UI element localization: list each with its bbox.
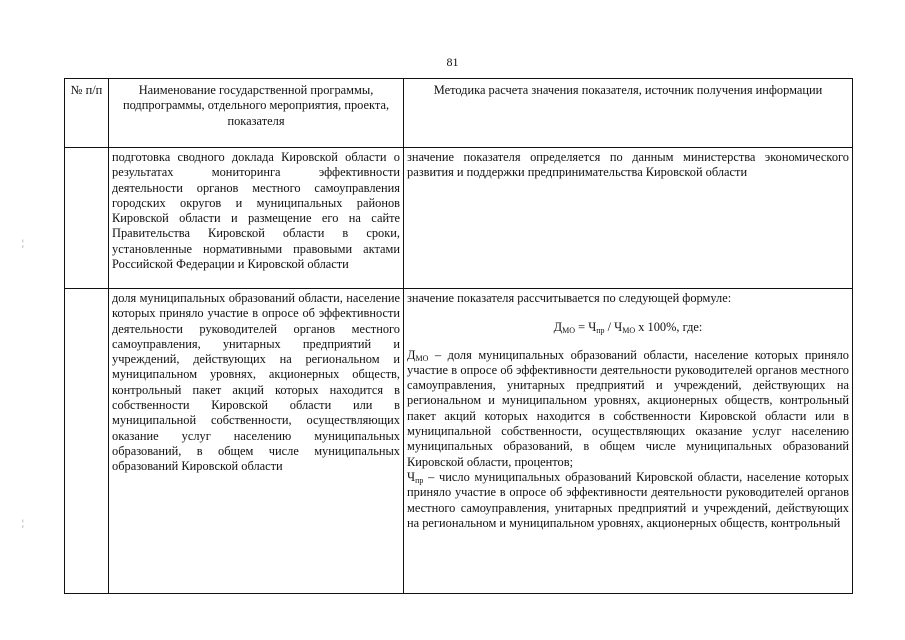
method-intro: значение показателя рассчитывается по следующей формуле: [407, 291, 732, 305]
indicator-name-cell: подготовка сводного доклада Кировской области о результатах мониторинга эффективности деятельности органов местного самоуправления городских округов и муниципальных районов Кировской области и размещение его на сайте Правительства Кировской области в сроки, установленные нормативными правовыми актами Российской Федерации и Кировской области [109, 148, 404, 289]
header-name: Наименование государственной программы, подпрограммы, отдельного мероприятия, проекта, показателя [109, 79, 404, 148]
definition-chpr: $Ч_{пр}$ – число муниципальных образований Кировской области, население которых приняло участие в опросе об эффективности деятельности руководителей органов местного самоуправления, унитарных предприятий и учреждений, действующих на региональном и муниципальном уровнях, акционерных обществ, контрольный [407, 469, 849, 530]
margin-mark: ¦ [22, 238, 24, 248]
table-row [65, 289, 853, 594]
formula: $Д_{МО} = Ч_{пр} / Ч_{МО}$ x 100%, где: [553, 320, 703, 336]
margin-mark: ¦ [22, 518, 24, 528]
page-number: 81 [446, 55, 459, 69]
method-cell: значение показателя определяется по данным министерства экономического развития и поддержки предпринимательства Кировской области [404, 148, 853, 289]
header-method: Методика расчета значения показателя, источник получения информации [404, 79, 853, 148]
header-number: № п/п [65, 79, 109, 148]
table-row [65, 148, 853, 289]
definition-dmo: $Д_{МО}$ – доля муниципальных образований области, население которых приняло участие в опросе об эффективности деятельности руководителей органов местного самоуправления, унитарных предприятий и учреждений, действующих на региональном и муниципальном уровнях, акционерных обществ, контрольный пакет акций которых находится в собственности Кировской области или в муниципальной собственности, осуществляющих оказание услуг населению муниципальных образований, в общем числе муниципальных образований Кировской области, процентов; [407, 347, 849, 469]
row-number-cell [65, 289, 109, 594]
method-cell [404, 289, 853, 594]
row-number-cell [65, 148, 109, 289]
indicator-name-cell: доля муниципальных образований области, население которых приняло участие в опросе об эффективности деятельности руководителей органов местного самоуправления, унитарных предприятий и учреждений, действующих на региональном и муниципальном уровнях, акционерных обществ, контрольный пакет акций которых находится в собственности Кировской области или в муниципальной собственности, осуществляющих оказание услуг населению муниципальных образований, в общем числе муниципальных образований Кировской области [109, 289, 404, 594]
table-header-row [65, 79, 853, 148]
methodology-table [64, 78, 853, 594]
